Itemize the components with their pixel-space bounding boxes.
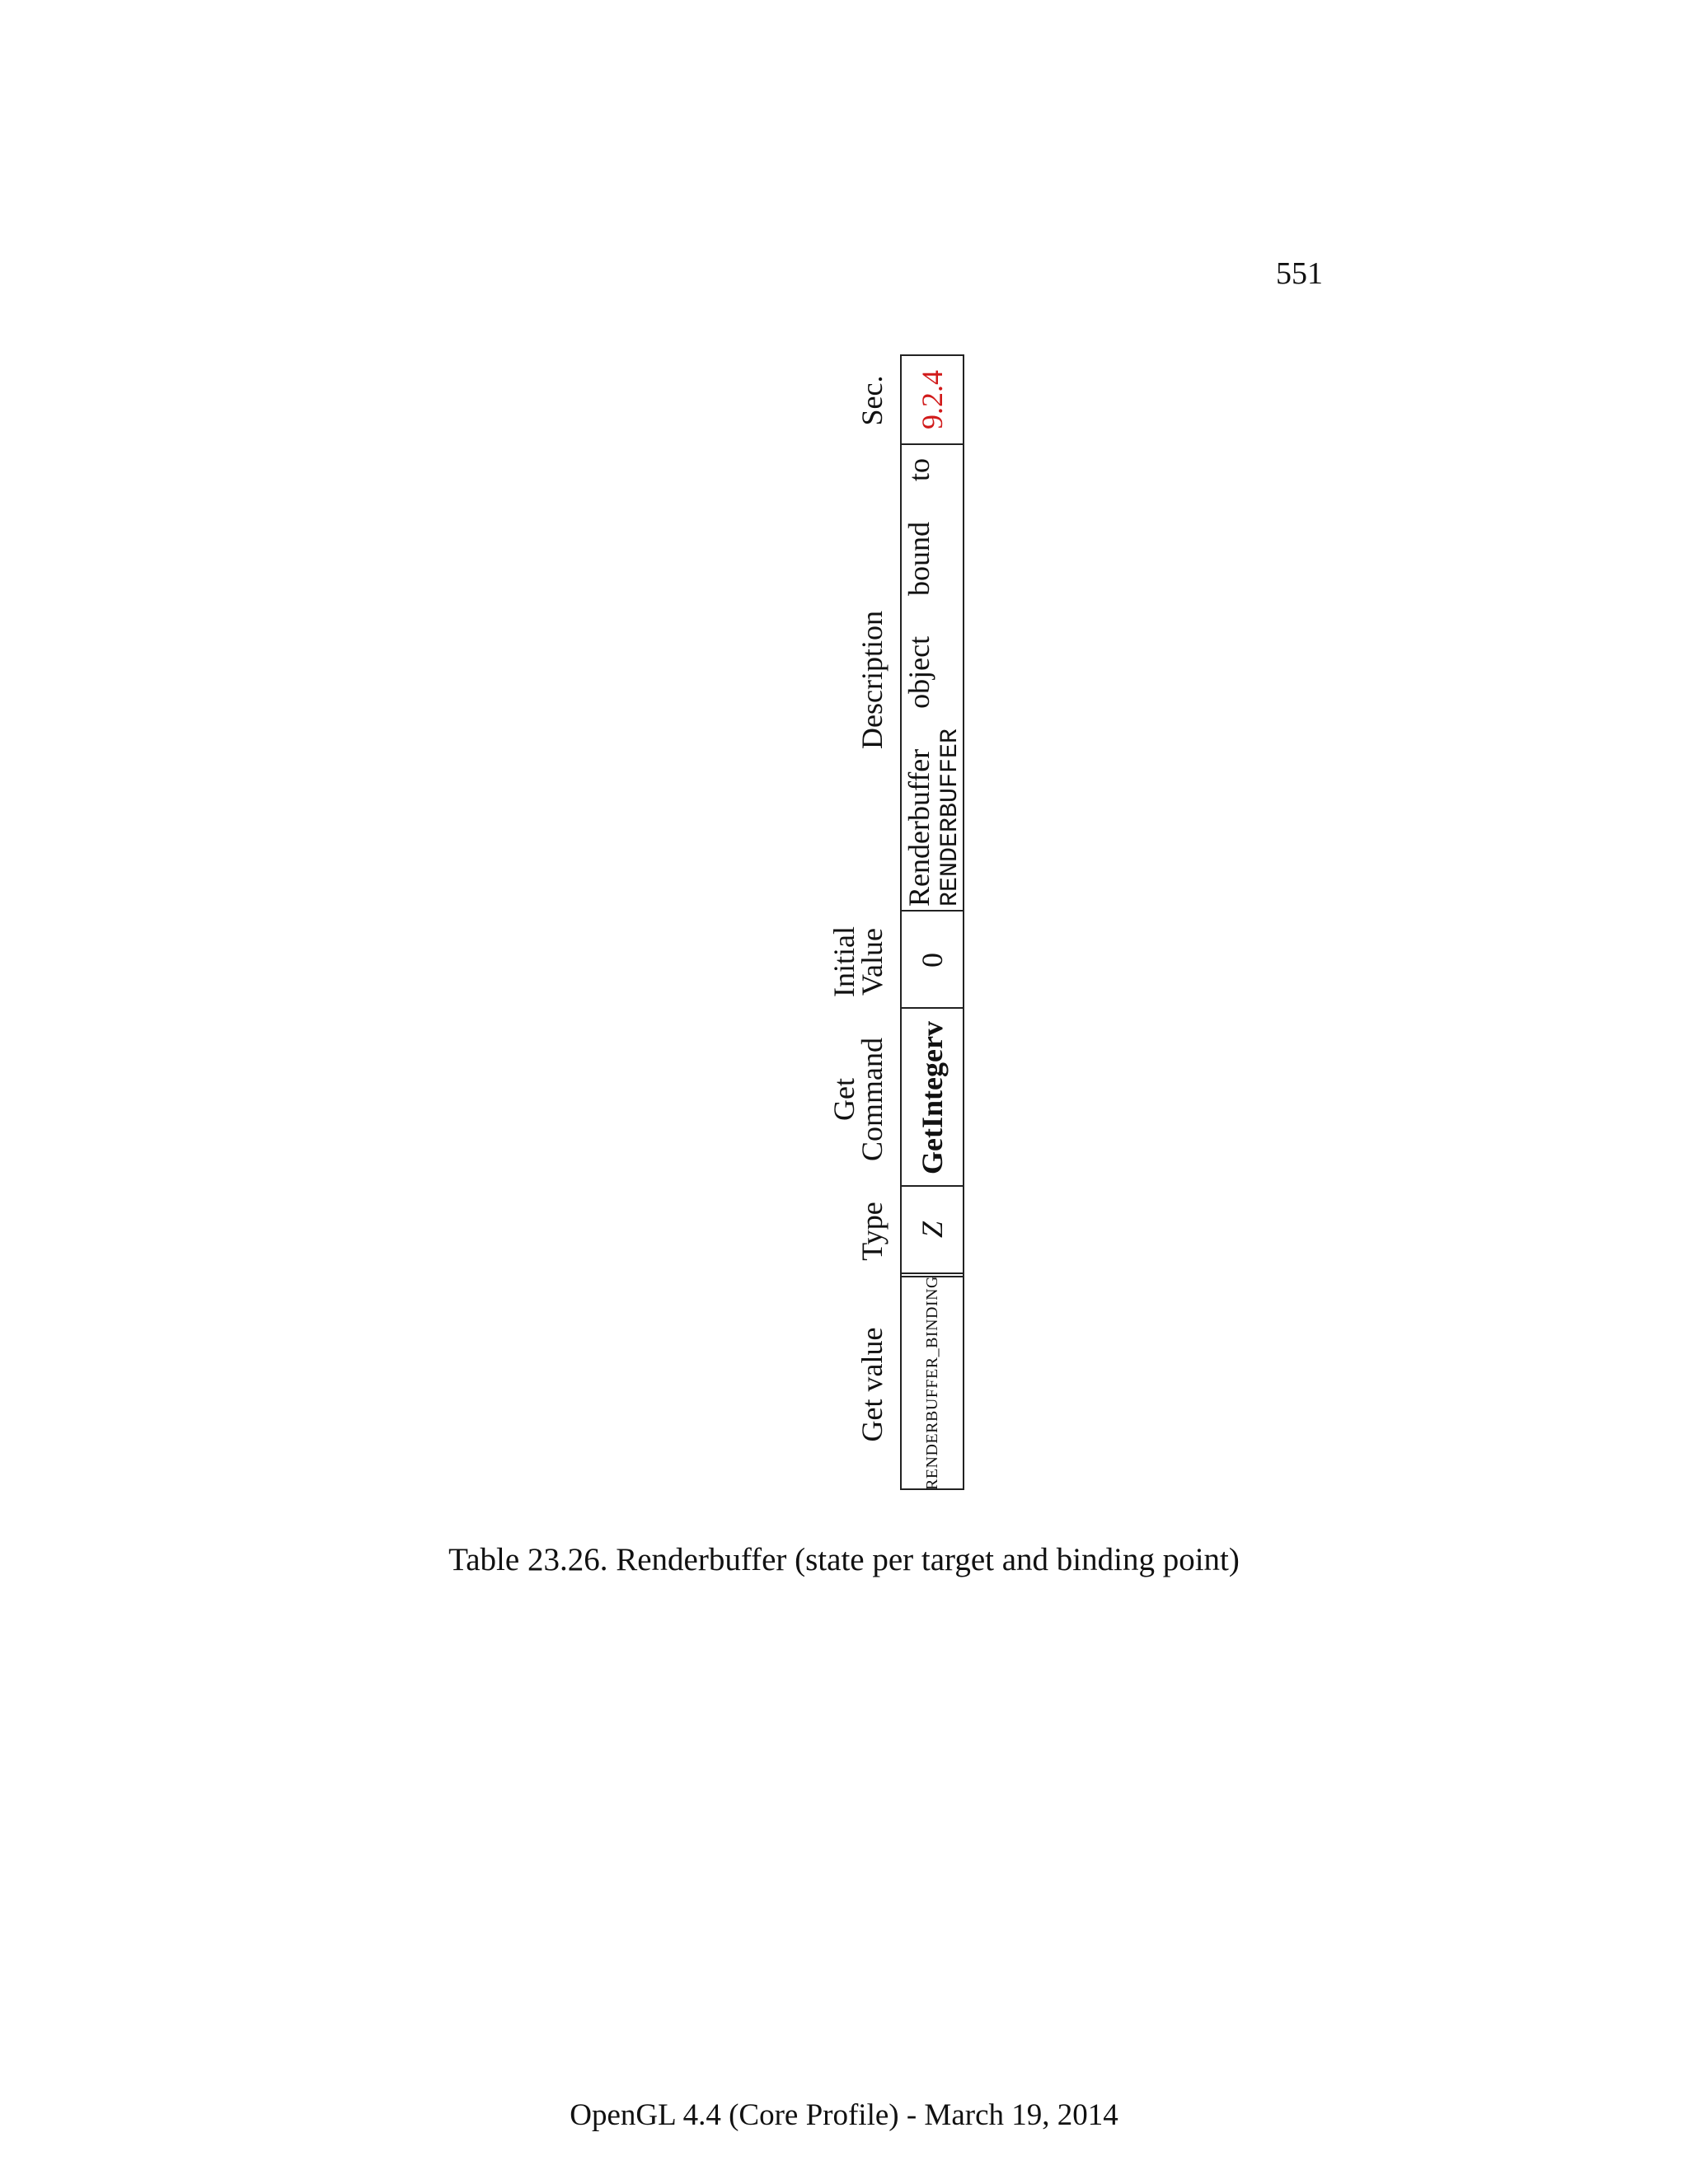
header-get-command-line1: Get <box>828 1078 860 1121</box>
header-initial-value <box>828 913 889 1010</box>
double-divider <box>902 1272 963 1277</box>
table-caption: Table 23.26. Renderbuffer (state per target and binding point) <box>448 1542 1240 1577</box>
description-line2: RENDERBUFFER <box>936 728 964 907</box>
cell-initial-value: 0 <box>916 953 949 968</box>
header-sec: Sec. <box>856 375 889 426</box>
description-word: object <box>903 635 935 709</box>
table-header-row <box>828 353 893 1490</box>
header-get-value: Get value <box>856 1327 889 1442</box>
header-get-command-line2: Command <box>856 1038 889 1161</box>
header-type: Type <box>856 1202 889 1261</box>
description-word: to <box>903 458 935 482</box>
description-word: bound <box>903 521 935 596</box>
cell-description <box>902 445 963 912</box>
table-row <box>900 354 964 1490</box>
description-word: Renderbuffer <box>903 748 935 907</box>
page-footer: OpenGL 4.4 (Core Profile) - March 19, 2014 <box>570 2098 1118 2132</box>
cell-type: Z <box>916 1221 949 1239</box>
header-initial-value-line1: Initial <box>828 926 860 997</box>
cell-sec-link[interactable]: 9.2.4 <box>916 370 949 429</box>
description-line1 <box>903 458 935 907</box>
cell-get-value: RENDERBUFFER_BINDING <box>922 1275 941 1491</box>
page-number: 551 <box>1276 256 1323 291</box>
cell-get-command: GetIntegerv <box>916 1021 949 1174</box>
state-table <box>828 353 967 1490</box>
header-get-command <box>828 1010 889 1188</box>
header-initial-value-line2: Value <box>856 928 889 996</box>
header-description: Description <box>856 611 889 749</box>
